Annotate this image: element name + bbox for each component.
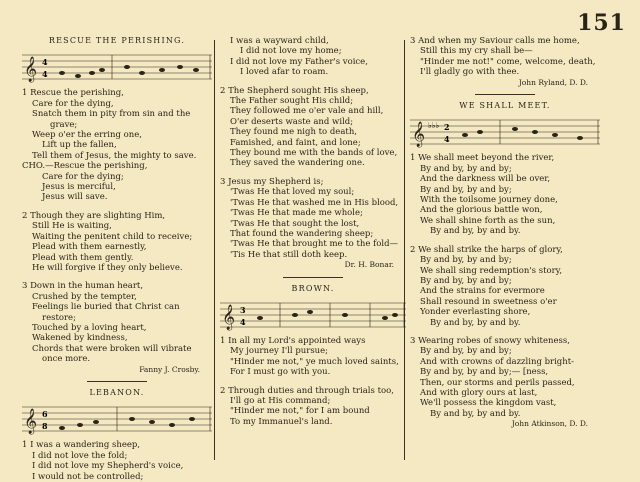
verse-line: Snatch them in pity from sin and the [32,109,191,120]
svg-text:8: 8 [42,421,48,432]
verse-line: By and by, by and by; [420,163,512,174]
hymn-author: Fanny J. Crosby. [139,364,200,374]
hymn-title: RESCUE THE PERISHING. [48,36,186,45]
svg-text:3: 3 [240,304,246,315]
stanza-gap [220,378,406,386]
stanza-gap [22,273,212,281]
verse-line: 3 Jesus my Shepherd is; [220,176,324,187]
verse-line: 'Twas He that brought me to the fold— [230,239,399,250]
hymn-author: John Ryland, D. D. [518,77,588,87]
music-staff-lebanon [22,401,212,437]
column-rule [214,40,215,460]
verse-line: And the darkness will be over, [420,174,551,185]
verse-line: I would not be controlled; [32,471,144,482]
verse-line: To my Immanuel's land. [230,416,333,427]
verse-line: Plead with them earnestly, [32,242,147,253]
hymn-author: John Atkinson, D. D. [511,419,588,429]
stanza-gap [220,169,406,177]
hymn-verses [410,153,600,419]
hymn-verses [22,440,212,482]
music-staff-brown [220,297,406,333]
verse-line: 1 I was a wandering sheep, [22,440,141,451]
hymn-title: LEBANON. [89,387,145,397]
svg-text:𝄞: 𝄞 [222,304,236,330]
verse-line: They found me nigh to death, [230,127,358,138]
verse-line: Shall resound in sweetness o'er [420,296,557,307]
svg-text:4: 4 [42,69,48,80]
verse-line: Crushed by the tempter, [32,291,137,302]
verse-line: They followed me o'er vale and hill, [230,106,384,117]
verse-line: I'll go at His command; [230,395,331,406]
column-1 [22,36,212,482]
verse-line: 'Twas He that sought the lost, [230,218,360,229]
verse-line: "Hinder me not!" come, welcome, death, [420,56,596,67]
verse-line: Famished, and faint, and lone; [230,137,361,148]
verse-line: Yonder everlasting shore, [420,307,531,318]
svg-text:𝄞: 𝄞 [24,409,38,435]
verse-line: By and by, by and by; [420,275,512,286]
hymn-verses [220,336,406,427]
verse-line: 1 In all my Lord's appointed ways [220,335,366,346]
verse-line: 'Twas He that washed me in His blood, [230,197,399,208]
verse-line: 3 And when my Saviour calls me home, [410,36,580,46]
verse-line: I loved afar to roam. [240,67,329,78]
verse-line: Jesus will save. [42,192,108,203]
column-3 [410,36,600,430]
separator [87,381,147,382]
hymn-title: WE SHALL MEET. [459,101,551,111]
verse-line: For I must go with you. [230,367,331,378]
svg-text:𝄞: 𝄞 [24,57,38,83]
hymn-verses [220,36,406,260]
verse-line: That found the wandering sheep; [230,228,374,239]
verse-line: Care for the dying; [42,171,124,182]
verse-line: 'Twas He that loved my soul; [230,187,355,198]
verse-line: The Father sought His child; [230,96,354,107]
separator [475,94,535,95]
verse-line: By and by, by and by; [420,255,512,266]
verse-line: They saved the wandering one. [230,158,365,169]
verse-line: I did not love my home; [240,46,342,57]
verse-line: And the glorious battle won, [420,205,543,216]
verse-line: Lift up the fallen, [42,140,117,151]
verse-line: 2 The Shepherd sought His sheep, [220,85,369,96]
hymn-title: BROWN. [291,283,335,293]
verse-line: Waiting the penitent child to receive; [32,231,193,242]
verse-line: He will forgive if they only believe. [32,262,183,273]
verse-line: And with glory ours at last, [420,387,538,398]
verse-line: By and by, by and by;— [ness, [420,367,549,378]
verse-line: Jesus is merciful, [42,182,116,193]
verse-line: We shall sing redemption's story, [420,265,563,276]
page-number: 151 [577,10,626,36]
hymn-verses [22,88,212,364]
stanza-gap [22,203,212,211]
verse-line: I did not love the fold; [32,450,128,461]
verse-line: 'Twas He that made me whole; [230,208,363,219]
verse-line: restore; [42,312,76,323]
verse-line: "Hinder me not," ye much loved saints, [230,356,399,367]
svg-text:2: 2 [444,122,450,133]
verse-line: 'Tis He that still doth keep. [230,249,348,260]
verse-line: My journey I'll pursue; [230,346,329,357]
svg-text:♭♭♭: ♭♭♭ [428,121,440,131]
hymn-verses [410,36,600,78]
verse-line: 2 Though they are slighting Him, [22,210,166,221]
verse-line: I did not love my Father's voice, [230,56,368,67]
hymn-author: Dr. H. Bonar. [344,260,394,270]
verse-line: CHO.—Rescue the perishing, [22,161,148,172]
svg-text:𝄞: 𝄞 [412,122,426,148]
svg-text:6: 6 [42,409,48,420]
verse-line: Care for the dying, [32,98,114,109]
verse-line: Wakened by kindness, [32,333,128,344]
verse-line: They bound me with the bands of love, [230,148,398,159]
verse-line: Feelings lie buried that Christ can [32,302,180,313]
verse-line: Then, our storms and perils passed, [420,377,575,388]
music-staff-we-shall-meet [410,114,600,150]
verse-line: By and by, by and by; [420,346,512,357]
stanza-gap [220,78,406,86]
verse-line: O'er deserts waste and wild; [230,116,354,127]
svg-text:4: 4 [444,134,450,145]
verse-line: Still this my cry shall be— [420,46,533,57]
verse-line: By and by, by and by. [430,408,521,419]
verse-line: Touched by a loving heart, [32,322,147,333]
stanza-gap [410,237,600,245]
verse-line: And with crowns of dazzling bright- [420,356,575,367]
svg-text:4: 4 [42,57,48,68]
verse-line: Chords that were broken will vibrate [32,343,192,354]
verse-line: By and by, by and by; [420,184,512,195]
verse-line: We shall shine forth as the sun, [420,215,556,226]
verse-line: I was a wayward child, [230,36,329,46]
verse-line: By and by, by and by. [430,226,521,237]
verse-line: "Hinder me not," for I am bound [230,406,370,417]
verse-line: I'll gladly go with thee. [420,67,520,78]
verse-line: Still He is waiting, [32,221,112,232]
verse-line: once more. [42,354,91,365]
verse-line: 2 We shall strike the harps of glory, [410,244,563,255]
music-staff-rescue [22,49,212,85]
verse-line: I did not love my Shepherd's voice, [32,461,184,472]
column-2 [220,36,406,427]
verse-line: We'll possess the kingdom vast, [420,398,557,409]
verse-line: 3 Wearing robes of snowy whiteness, [410,335,570,346]
verse-line: grave; [50,119,78,130]
verse-line: 1 We shall meet beyond the river, [410,153,555,164]
verse-line: 2 Through duties and through trials too, [220,385,394,396]
verse-line: Plead with them gently. [32,252,134,263]
verse-line: And the strains for evermore [420,286,545,297]
verse-line: 3 Down in the human heart, [22,281,144,292]
separator [283,277,343,278]
svg-text:4: 4 [240,316,246,327]
verse-line: By and by, by and by. [430,317,521,328]
stanza-gap [410,328,600,336]
verse-line: 1 Rescue the perishing, [22,88,124,99]
verse-line: With the toilsome journey done, [420,195,558,206]
verse-line: Tell them of Jesus, the mighty to save. [32,150,197,161]
verse-line: Weep o'er the erring one, [32,130,142,141]
